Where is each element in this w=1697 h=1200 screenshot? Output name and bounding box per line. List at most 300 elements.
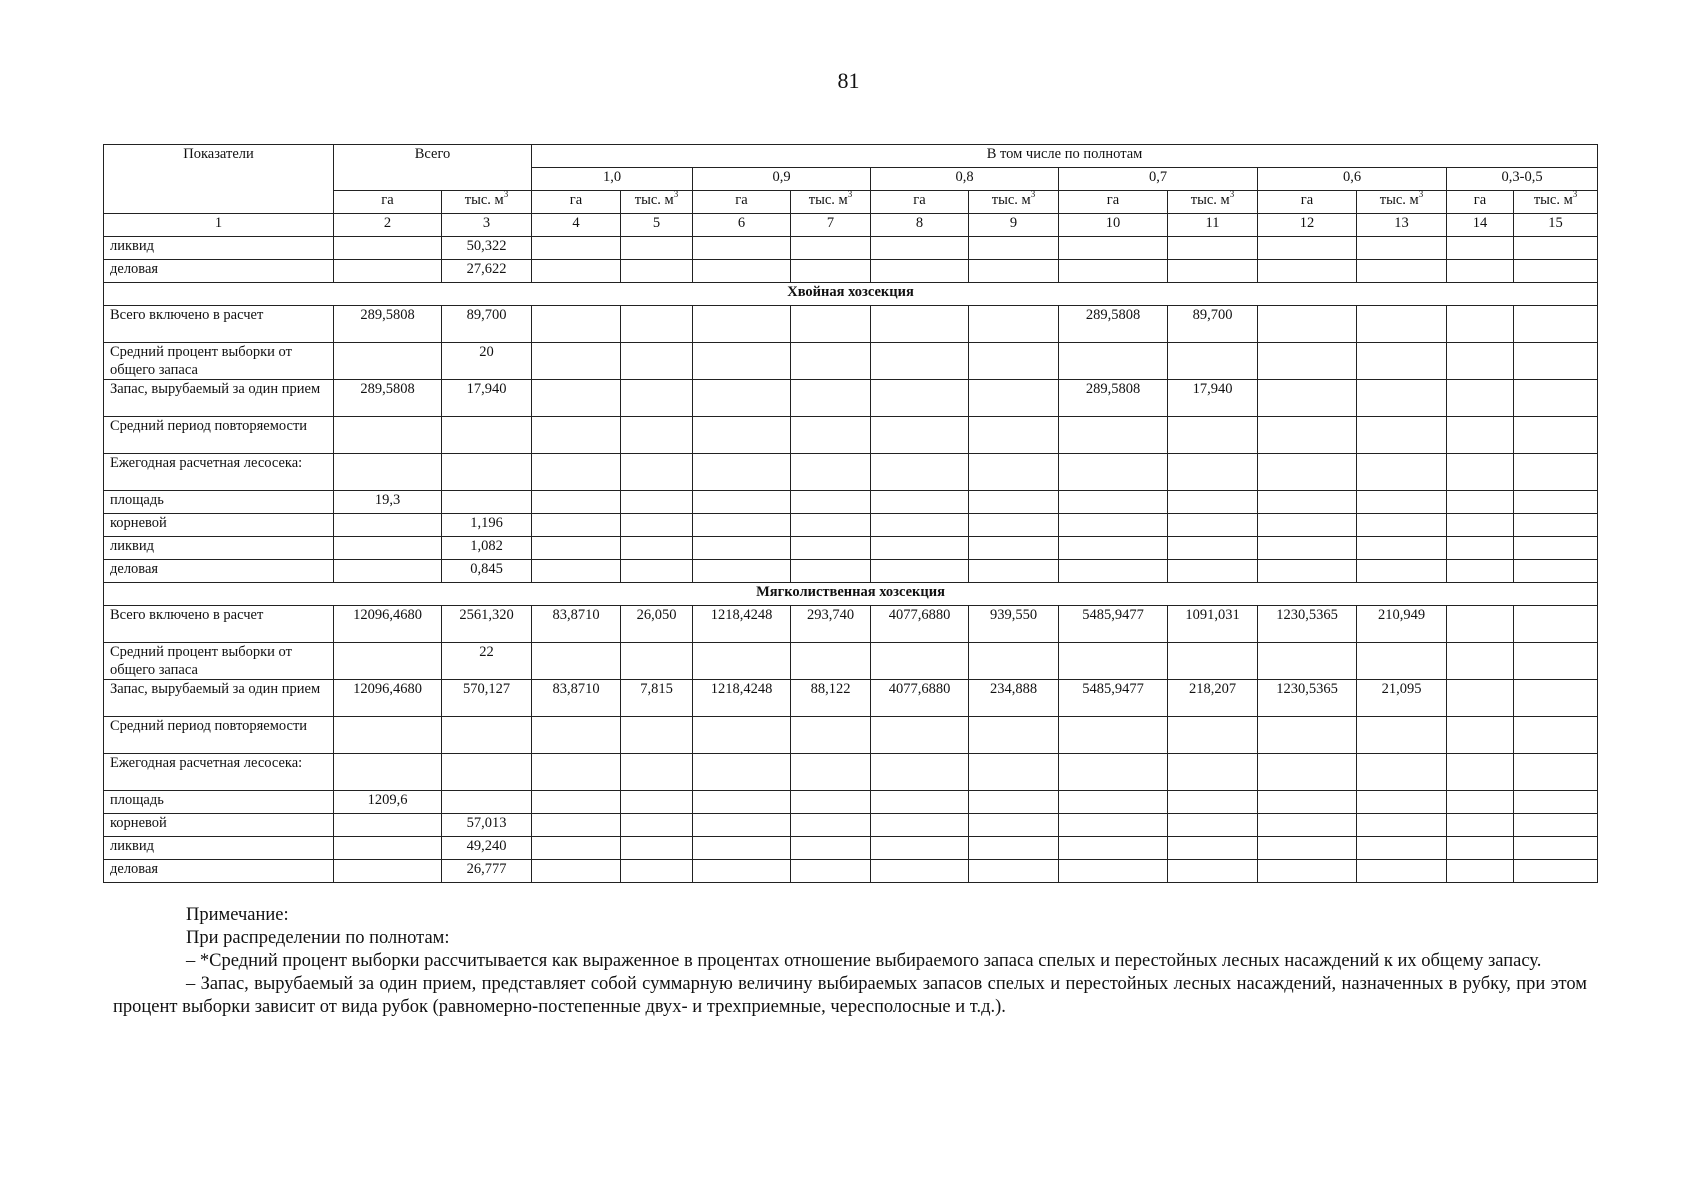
unit-volume: тыс. $м^3$ [791,191,871,214]
table-cell [1447,514,1514,537]
table-cell [1258,791,1357,814]
table-cell [1168,837,1258,860]
section-row [104,583,1598,606]
table-row [104,680,1598,717]
table-cell [1168,791,1258,814]
table-cell [871,237,969,260]
table-cell [791,491,871,514]
table-cell [334,537,442,560]
section-title: Хвойная хозсекция [104,283,1598,306]
table-cell [969,237,1059,260]
table-cell [791,791,871,814]
row-label: Средний период повторяемости [104,417,334,454]
table-cell: 22 [442,643,532,680]
table-cell [532,260,621,283]
table-cell [1168,454,1258,491]
table-cell: 7,815 [621,680,693,717]
table-cell [969,643,1059,680]
table-cell [871,791,969,814]
table-cell [1059,560,1168,583]
table-row [104,380,1598,417]
table-cell [532,514,621,537]
table-cell [871,491,969,514]
table-cell [1514,860,1598,883]
table-row [104,343,1598,380]
table-cell [1447,491,1514,514]
table-cell [871,717,969,754]
table-cell [334,814,442,837]
table-cell [871,306,969,343]
column-number: 14 [1447,214,1514,237]
table-cell [1447,237,1514,260]
table-cell [1168,537,1258,560]
table-cell [791,306,871,343]
table-cell [334,860,442,883]
table-cell [693,560,791,583]
table-cell [1514,343,1598,380]
table-cell [1357,380,1447,417]
table-cell [1514,514,1598,537]
table-cell [969,717,1059,754]
row-label: Всего включено в расчет [104,306,334,343]
table-cell [693,306,791,343]
table-cell [969,454,1059,491]
table-cell [1514,680,1598,717]
table-cell [969,860,1059,883]
table-cell [693,860,791,883]
table-cell [334,237,442,260]
table-cell [1357,454,1447,491]
density-header: 0,3-0,5 [1447,168,1598,191]
table-cell [791,560,871,583]
table-row [104,717,1598,754]
table-cell: 0,845 [442,560,532,583]
table-cell [621,814,693,837]
table-cell [1357,754,1447,791]
table-cell: 289,5808 [1059,380,1168,417]
data-table [103,144,1598,883]
table-cell [871,343,969,380]
column-number: 12 [1258,214,1357,237]
column-number: 6 [693,214,791,237]
table-cell [693,237,791,260]
table-cell [1258,814,1357,837]
table-cell [693,514,791,537]
table-cell: 89,700 [442,306,532,343]
table-cell: 1091,031 [1168,606,1258,643]
table-cell [1258,754,1357,791]
column-number-row [104,214,1598,237]
table-cell [1168,514,1258,537]
table-cell [1059,454,1168,491]
table-cell: 2561,320 [442,606,532,643]
table-cell [621,260,693,283]
table-cell [1357,837,1447,860]
table-row [104,606,1598,643]
table-cell [1059,791,1168,814]
table-cell [1059,237,1168,260]
table-cell: 50,322 [442,237,532,260]
row-label: деловая [104,260,334,283]
density-header: 0,8 [871,168,1059,191]
table-row [104,643,1598,680]
table-cell [532,306,621,343]
table-cell: 293,740 [791,606,871,643]
table-cell [1258,560,1357,583]
table-cell [334,454,442,491]
table-cell [621,537,693,560]
table-cell [1514,754,1598,791]
table-cell [1447,260,1514,283]
table-cell: 88,122 [791,680,871,717]
row-label: деловая [104,860,334,883]
table-cell [1447,537,1514,560]
page-number: 81 [837,68,860,93]
table-cell [532,791,621,814]
table-cell: 939,550 [969,606,1059,643]
density-header: 0,6 [1258,168,1447,191]
table-cell [334,717,442,754]
table-cell [871,417,969,454]
unit-ha: га [1059,191,1168,214]
table-cell [1447,454,1514,491]
row-label: ликвид [104,837,334,860]
table-cell [969,491,1059,514]
unit-ha: га [693,191,791,214]
unit-ha: га [871,191,969,214]
table-cell [532,837,621,860]
table-cell [693,814,791,837]
table-row [104,514,1598,537]
table-cell [1168,814,1258,837]
table-cell: 1230,5365 [1258,606,1357,643]
table-cell [1357,260,1447,283]
table-cell [621,791,693,814]
column-number: 3 [442,214,532,237]
table-cell: 27,622 [442,260,532,283]
table-cell [1447,717,1514,754]
row-label: ликвид [104,537,334,560]
table-cell [693,754,791,791]
table-cell [621,417,693,454]
row-label: деловая [104,560,334,583]
table-cell [621,306,693,343]
table-cell [1059,417,1168,454]
table-cell [969,837,1059,860]
table-cell [1447,837,1514,860]
table-cell: 20 [442,343,532,380]
table-cell: 17,940 [1168,380,1258,417]
table-cell [532,754,621,791]
table-row [104,237,1598,260]
table-cell [1357,560,1447,583]
table-cell [791,537,871,560]
table-cell: 234,888 [969,680,1059,717]
table-cell [791,754,871,791]
table-cell [1514,791,1598,814]
table-cell [1059,343,1168,380]
table-cell [693,643,791,680]
table-cell [1258,306,1357,343]
table-cell [1514,606,1598,643]
unit-volume: тыс. $м^3$ [1357,191,1447,214]
table-cell [1357,537,1447,560]
table-cell [621,237,693,260]
table-cell [693,417,791,454]
table-cell: 89,700 [1168,306,1258,343]
table-cell [1059,754,1168,791]
table-cell [1357,860,1447,883]
table-cell [1059,643,1168,680]
table-cell [791,454,871,491]
table-cell [1447,343,1514,380]
row-label: Всего включено в расчет [104,606,334,643]
table-cell [969,791,1059,814]
table-row [104,537,1598,560]
table-cell [1447,791,1514,814]
column-number: 15 [1514,214,1598,237]
unit-volume: тыс. $м^3$ [621,191,693,214]
table-cell [791,814,871,837]
table-cell [1258,537,1357,560]
table-cell [1258,237,1357,260]
table-cell [442,491,532,514]
table-cell [334,260,442,283]
table-cell [871,560,969,583]
table-cell: 57,013 [442,814,532,837]
column-number: 1 [104,214,334,237]
table-cell: 12096,4680 [334,680,442,717]
table-cell [969,260,1059,283]
table-cell [791,260,871,283]
table-cell [532,343,621,380]
table-cell [969,560,1059,583]
table-cell [1357,491,1447,514]
unit-volume: тыс. $м^3$ [1168,191,1258,214]
table-cell [442,417,532,454]
row-label: корневой [104,814,334,837]
row-label: Ежегодная расчетная лесосека: [104,454,334,491]
row-label: Средний процент выборки от общего запаса [104,343,334,380]
table-cell [791,837,871,860]
table-cell [1059,537,1168,560]
table-cell [791,860,871,883]
row-label: корневой [104,514,334,537]
table-cell [1357,791,1447,814]
table-cell [693,380,791,417]
column-number: 7 [791,214,871,237]
table-cell [532,537,621,560]
table-cell [532,380,621,417]
table-cell [1258,343,1357,380]
column-number: 10 [1059,214,1168,237]
section-title: Мягколиственная хозсекция [104,583,1598,606]
table-cell [1059,837,1168,860]
table-cell [1168,717,1258,754]
table-row [104,791,1598,814]
header-indicators: Показатели [104,145,334,214]
table-cell: 17,940 [442,380,532,417]
table-cell [871,860,969,883]
unit-volume: тыс. $м^3$ [442,191,532,214]
table-cell [1357,643,1447,680]
row-label: Запас, вырубаемый за один прием [104,680,334,717]
table-cell [1514,643,1598,680]
table-cell [621,491,693,514]
table-cell [621,717,693,754]
table-cell [871,537,969,560]
table-cell [1447,606,1514,643]
density-header: 1,0 [532,168,693,191]
table-cell: 289,5808 [334,306,442,343]
column-number: 8 [871,214,969,237]
table-cell [532,814,621,837]
row-label: площадь [104,491,334,514]
table-cell: 1218,4248 [693,680,791,717]
table-cell [1258,860,1357,883]
table-cell [1514,380,1598,417]
table-cell [1514,237,1598,260]
table-cell: 83,8710 [532,680,621,717]
table-cell [1168,343,1258,380]
unit-volume: тыс. $м^3$ [969,191,1059,214]
table-cell: 5485,9477 [1059,680,1168,717]
table-cell: 570,127 [442,680,532,717]
table-cell [1258,454,1357,491]
table-cell [791,643,871,680]
table-cell [1447,754,1514,791]
table-cell [1059,717,1168,754]
table-cell [791,237,871,260]
table-cell: 289,5808 [1059,306,1168,343]
table-cell [969,814,1059,837]
table-cell [532,417,621,454]
table-cell [693,454,791,491]
table-cell [1447,560,1514,583]
table-row [104,837,1598,860]
table-cell [1514,306,1598,343]
unit-ha: га [334,191,442,214]
table-cell [532,717,621,754]
table-cell [334,343,442,380]
table-cell [1514,417,1598,454]
table-row [104,860,1598,883]
table-body [104,237,1598,883]
table-cell [621,560,693,583]
row-label: площадь [104,791,334,814]
table-row [104,417,1598,454]
table-cell [1357,814,1447,837]
table-cell [1514,491,1598,514]
table-cell [1258,260,1357,283]
note-item: – Запас, вырубаемый за один прием, представляет собой суммарную величину выбираемых запасов спелых и перестойных лесных насаждений, назначенных в рубку, при этом процент выборки зависит от вида рубок (равномерно-постепенные двух- и трехприемные, чересполосные и т.д.). [113,974,1587,1017]
column-number: 9 [969,214,1059,237]
table-cell [1447,814,1514,837]
table-cell [1258,514,1357,537]
table-cell [1357,343,1447,380]
row-label: ликвид [104,237,334,260]
table-cell: 26,777 [442,860,532,883]
table-cell [532,454,621,491]
unit-ha: га [1447,191,1514,214]
table-cell [1168,643,1258,680]
table-cell [442,791,532,814]
table-cell [1514,837,1598,860]
table-cell [871,754,969,791]
table-row [104,260,1598,283]
table-cell: 21,095 [1357,680,1447,717]
density-header: 0,9 [693,168,871,191]
table-cell [1168,560,1258,583]
table-cell [1258,417,1357,454]
table-cell [621,860,693,883]
table-cell [791,417,871,454]
table-cell [969,754,1059,791]
table-cell: 218,207 [1168,680,1258,717]
table-cell [334,417,442,454]
table-cell [1447,417,1514,454]
table-cell [1059,860,1168,883]
table-row [104,754,1598,791]
table-cell [969,417,1059,454]
table-cell [969,380,1059,417]
table-cell [693,343,791,380]
table-cell: 1,196 [442,514,532,537]
table-cell [1357,417,1447,454]
row-label: Ежегодная расчетная лесосека: [104,754,334,791]
table-cell [1514,814,1598,837]
table-cell [1059,514,1168,537]
column-number: 13 [1357,214,1447,237]
table-cell [969,343,1059,380]
table-row [104,560,1598,583]
table-cell [621,343,693,380]
table-cell: 12096,4680 [334,606,442,643]
column-number: 5 [621,214,693,237]
table-cell [532,491,621,514]
table-cell: 83,8710 [532,606,621,643]
table-cell [1447,643,1514,680]
table-row [104,814,1598,837]
table-cell: 1230,5365 [1258,680,1357,717]
table-cell [791,514,871,537]
table-cell [871,837,969,860]
table-cell [1059,814,1168,837]
table-row [104,454,1598,491]
table-cell [1168,491,1258,514]
table-cell: 4077,6880 [871,606,969,643]
unit-ha: га [532,191,621,214]
table-cell [693,537,791,560]
table-cell: 4077,6880 [871,680,969,717]
table-cell [621,514,693,537]
notes [113,904,1587,1019]
table-cell [1168,237,1258,260]
table-cell [621,754,693,791]
table-cell [1168,754,1258,791]
note-item: – *Средний процент выборки рассчитывается как выраженное в процентах отношение выбираемого запаса спелых и перестойных лесных насаждений к их общему запасу. [186,951,1542,971]
column-number: 11 [1168,214,1258,237]
table-cell [871,454,969,491]
table-cell [334,514,442,537]
table-cell [621,380,693,417]
column-number: 4 [532,214,621,237]
row-label: Запас, вырубаемый за один прием [104,380,334,417]
table-cell [1357,306,1447,343]
table-cell [1258,717,1357,754]
unit-volume: тыс. $м^3$ [1514,191,1598,214]
notes-title: Примечание: [186,905,289,925]
